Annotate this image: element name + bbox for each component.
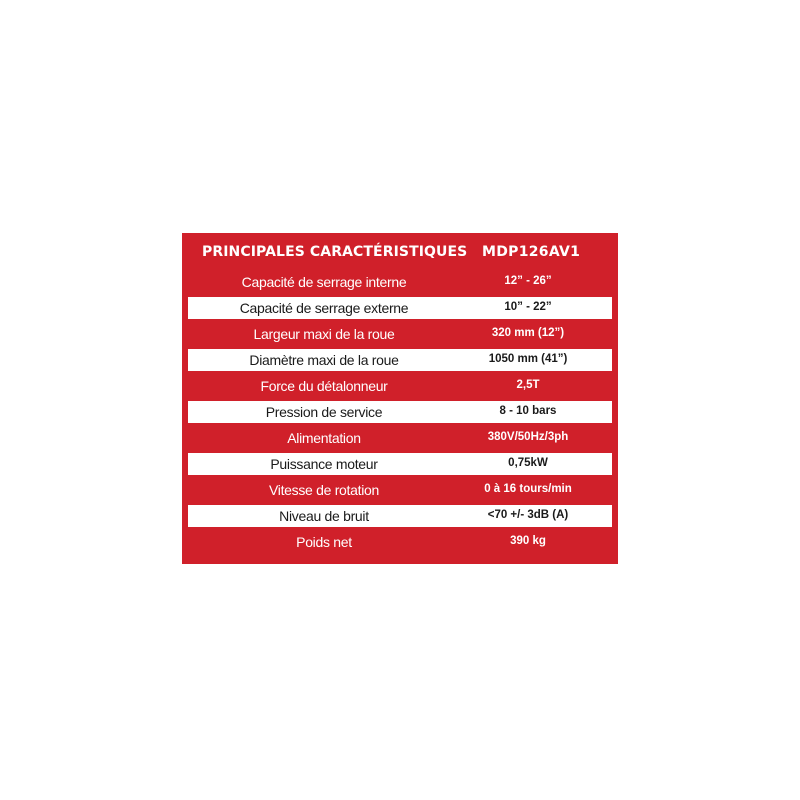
spec-value: 320 mm (12”) [491,327,565,339]
table-row [188,479,612,501]
table-row [188,401,612,423]
spec-label: Force du détalonneur [260,378,388,394]
spec-label: Capacité de serrage interne [241,274,407,290]
spec-label: Largeur maxi de la roue [253,326,395,342]
spec-label: Capacité de serrage externe [239,300,409,316]
header-label: PRINCIPALES CARACTÉRISTIQUES [202,244,468,260]
spec-label: Pression de service [265,404,383,420]
table-row [188,427,612,449]
spec-label: Poids net [296,534,352,550]
spec-value: 10” - 22” [504,301,552,313]
spec-label: Niveau de bruit [279,508,369,524]
table-row [188,531,612,553]
spec-value: 0 à 16 tours/min [484,483,572,495]
table-row [188,453,612,475]
table-row [188,375,612,397]
spec-value: 390 kg [510,535,546,547]
spec-label: Alimentation [287,430,361,446]
table-row [188,349,612,371]
model-name: MDP126AV1 [482,244,581,260]
spec-value: 8 - 10 bars [499,405,557,417]
spec-value: 380V/50Hz/3ph [487,431,569,443]
table-row [188,271,612,293]
table-header [182,233,618,271]
spec-label: Diamètre maxi de la roue [249,352,399,368]
table-row [188,323,612,345]
spec-table [182,233,618,564]
table-row [188,505,612,527]
spec-value: 12” - 26” [504,275,552,287]
spec-value: 1050 mm (41”) [488,353,568,365]
spec-label: Vitesse de rotation [268,482,379,498]
spec-label: Puissance moteur [270,456,378,472]
spec-value: <70 +/- 3dB (A) [487,509,569,521]
table-row [188,297,612,319]
spec-value: 0,75kW [508,457,548,469]
spec-value: 2,5T [516,379,540,391]
